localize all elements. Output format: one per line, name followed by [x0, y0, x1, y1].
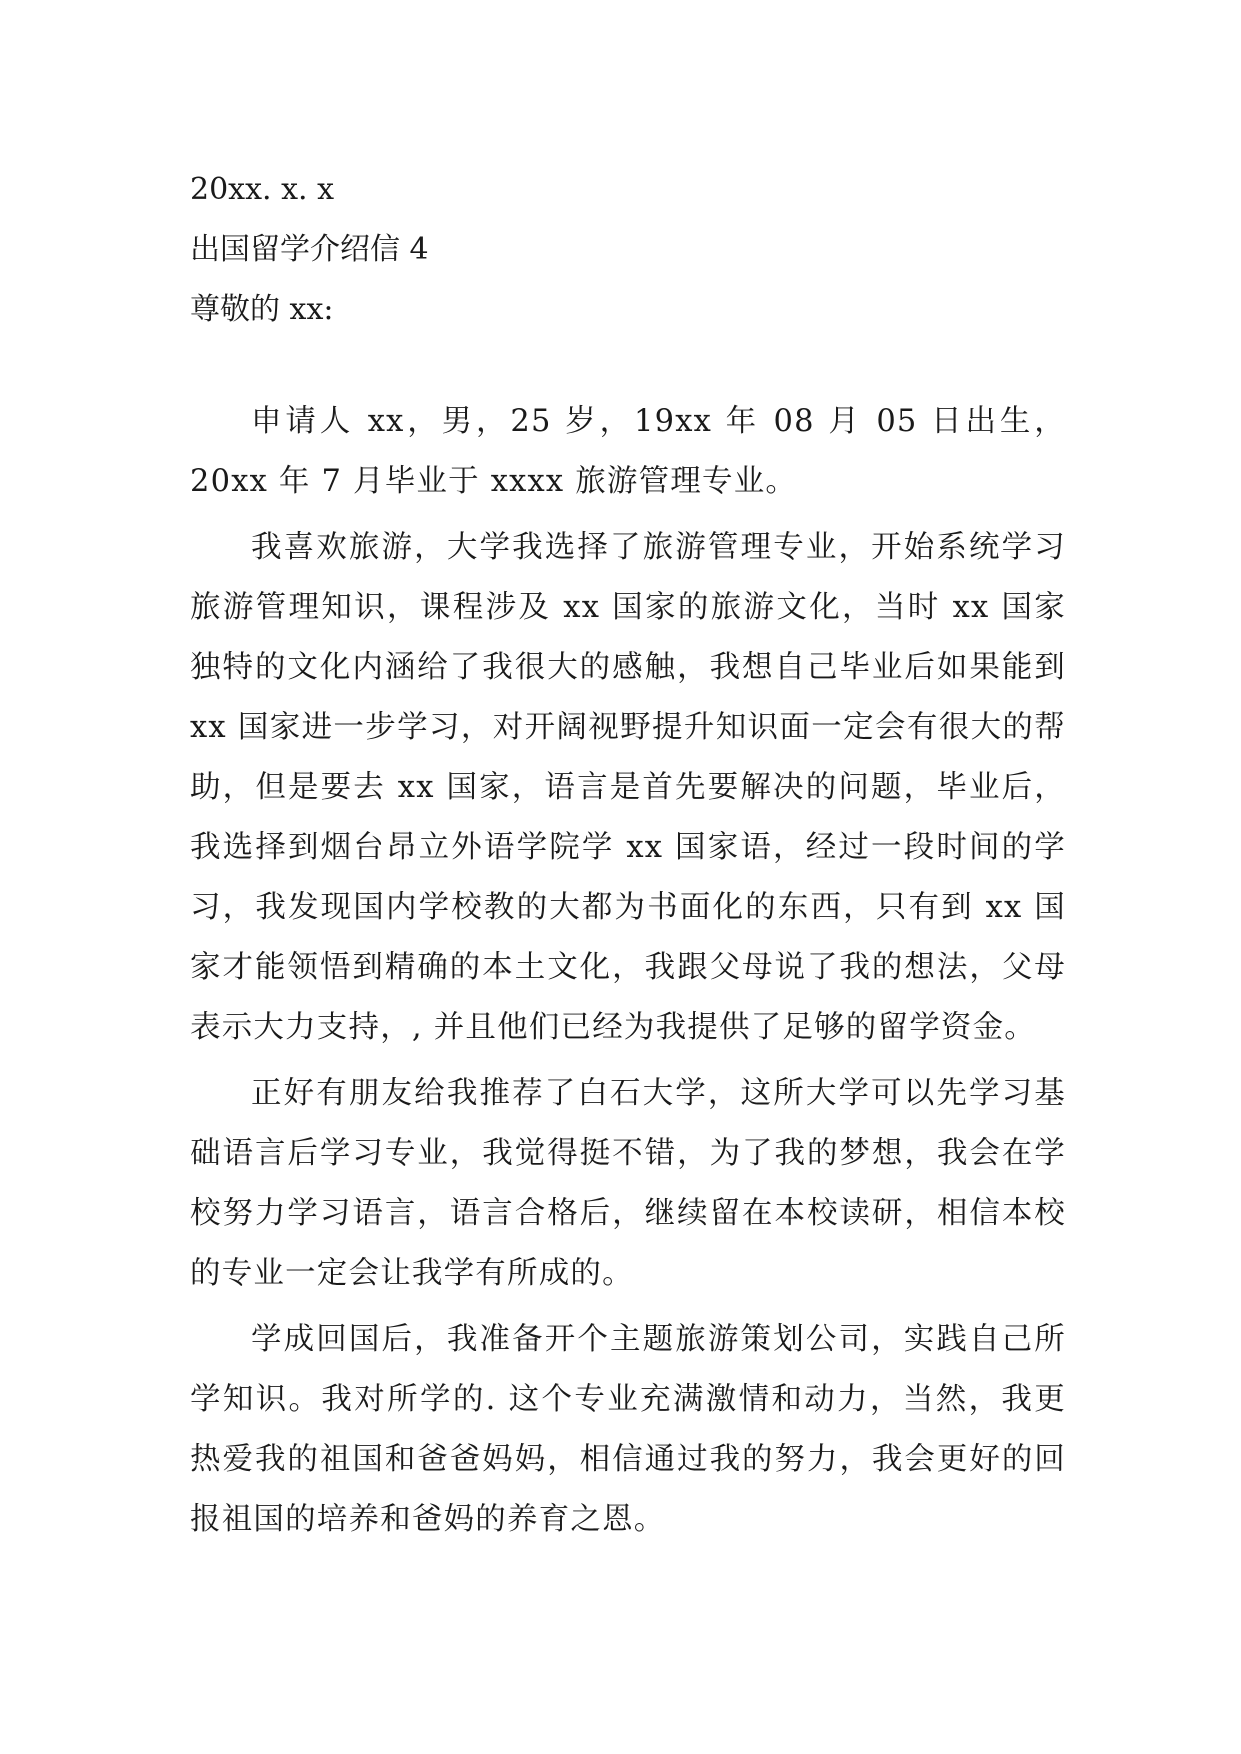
letter-body: [190, 392, 1066, 1556]
paragraph-future-plan: 学成回国后，我准备开个主题旅游策划公司，实践自己所学知识。我对所学的. 这个专业充满激情和动力，当然，我更热爱我的祖国和爸爸妈妈，相信通过我的努力，我会更好的回报祖国的培养和爸妈的养育之恩。: [190, 1322, 1066, 1537]
letter-greeting: 尊敬的 xx:: [190, 292, 334, 327]
paragraph-university-choice: 正好有朋友给我推荐了白石大学，这所大学可以先学习基础语言后学习专业，我觉得挺不错，为了我的梦想，我会在学校努力学习语言，语言合格后，继续留在本校读研，相信本校的专业一定会让我学有所成的。: [190, 1076, 1066, 1291]
letter-date: 20xx. x. x: [190, 172, 334, 207]
letter-header: [190, 160, 1070, 340]
paragraph-motivation: 我喜欢旅游，大学我选择了旅游管理专业，开始系统学习旅游管理知识，课程涉及 xx 国家的旅游文化，当时 xx 国家独特的文化内涵给了我很大的感触，我想自己毕业后如果能到 xx 国家进一步学习，对开阔视野提升知识面一定会有很大的帮助，但是要去 xx 国家，语言是首先要解决的问题，毕业后，我选择到烟台昂立外语学院学 xx 国家语，经过一段时间的学习，我发现国内学校教的大都为书面化的东西，只有到 xx 国家才能领悟到精确的本土文化，我跟父母说了我的想法，父母表示大力支持，, 并且他们已经为我提供了足够的留学资金。: [190, 530, 1066, 1045]
letter-title: 出国留学介绍信 4: [190, 232, 429, 267]
paragraph-applicant-info: 申请人 xx，男，25 岁，19xx 年 08 月 05 日出生，20xx 年 7 月毕业于 xxxx 旅游管理专业。: [190, 404, 1066, 499]
